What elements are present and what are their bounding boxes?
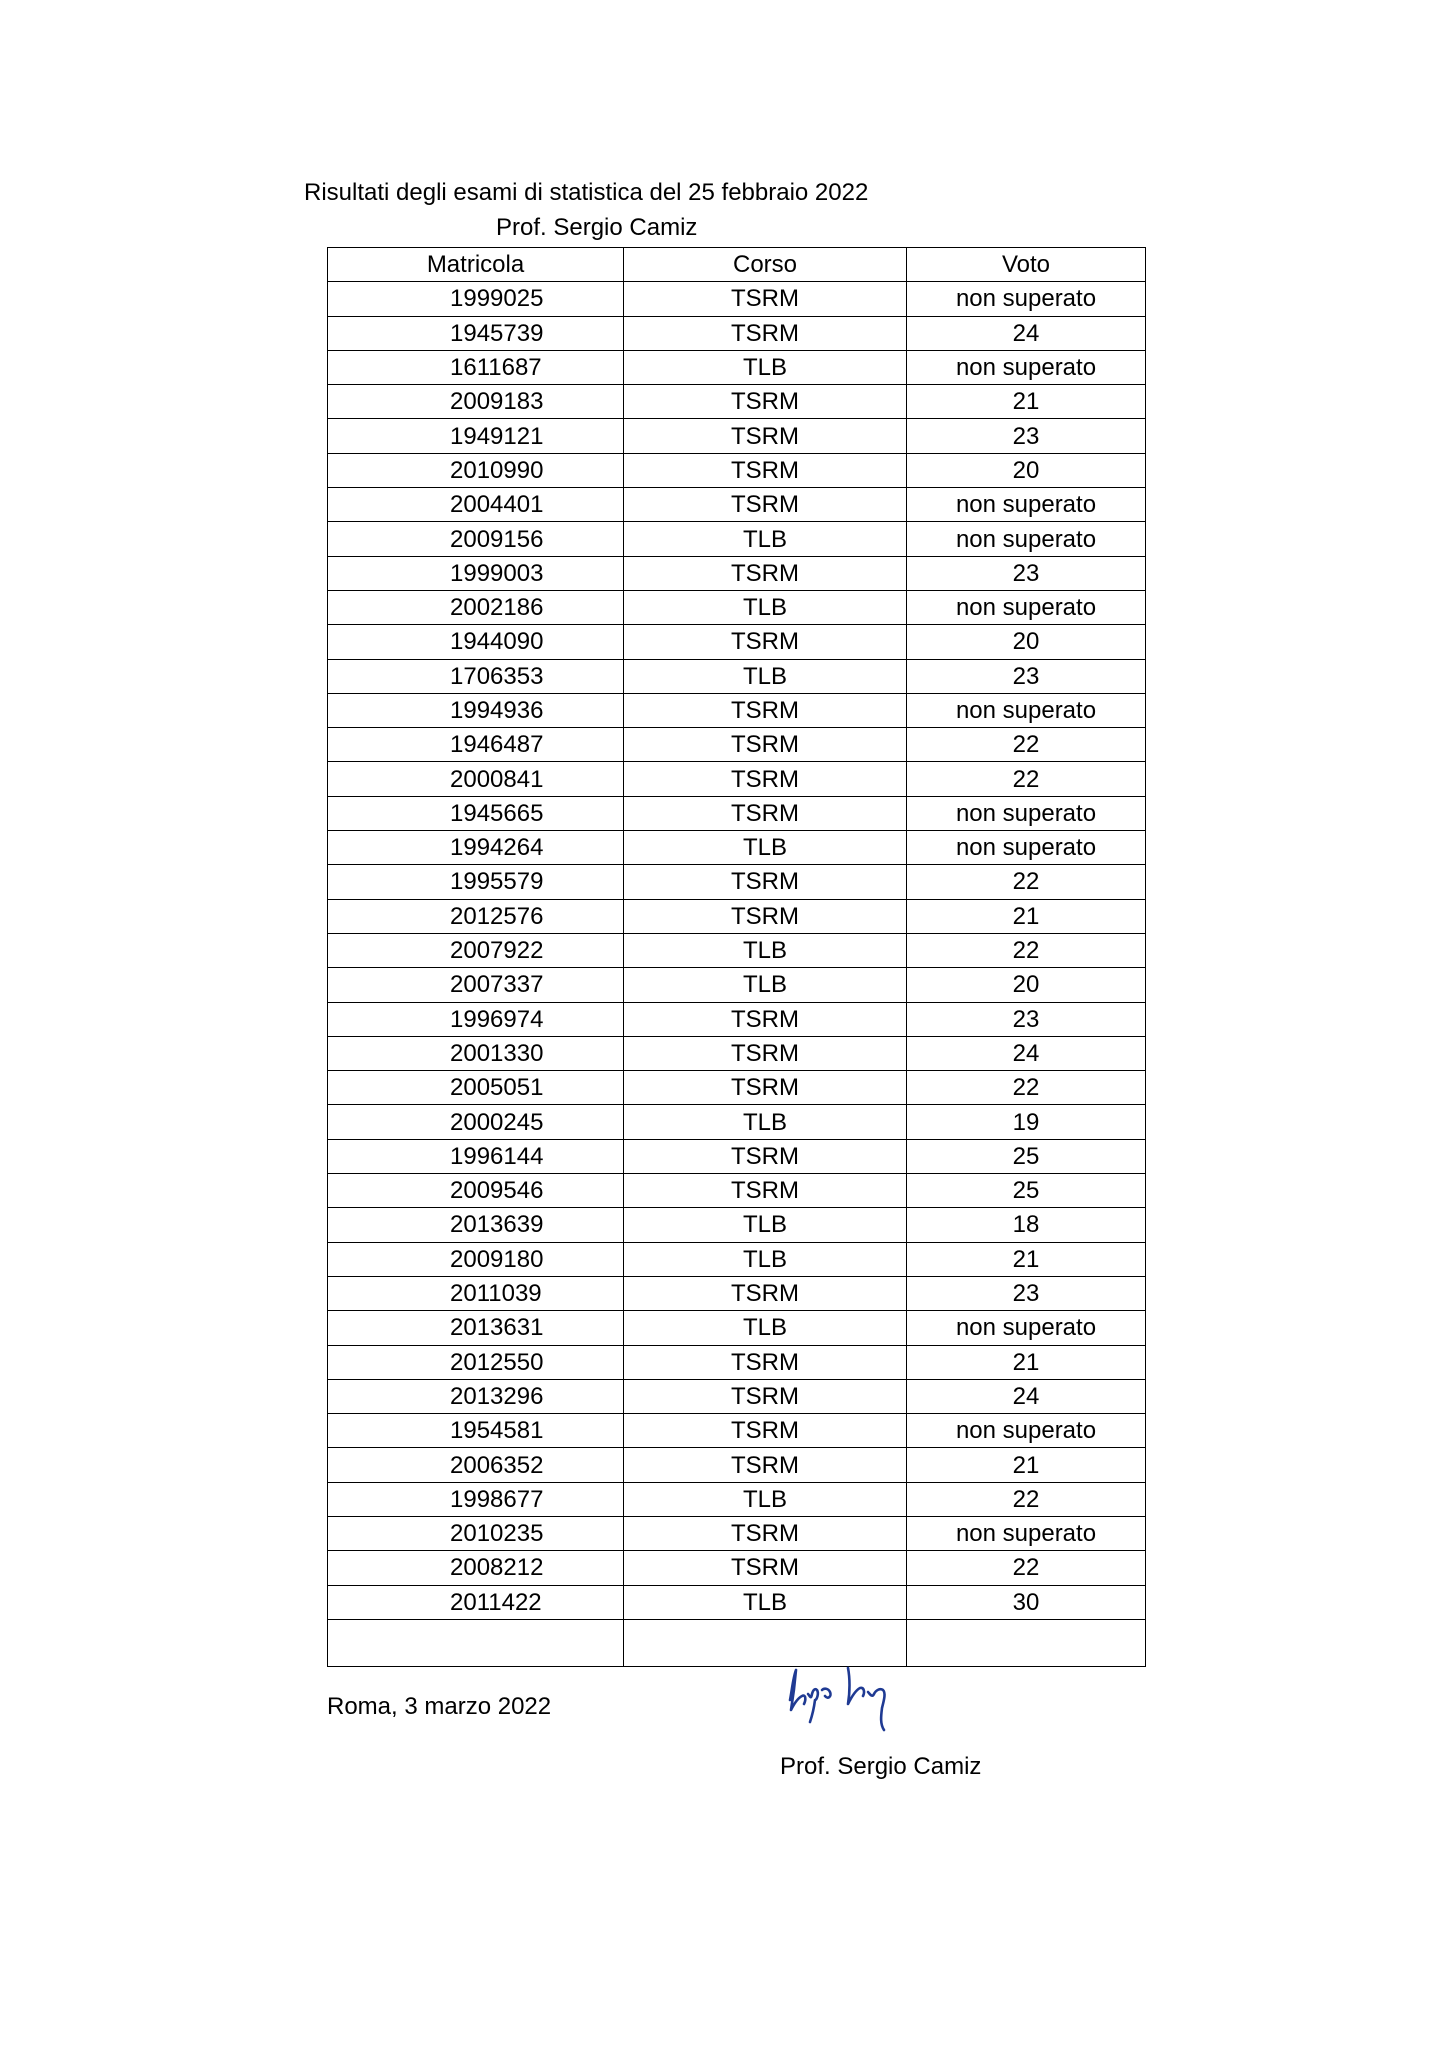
table-row — [328, 728, 1146, 762]
cell-corso: TLB — [624, 1105, 907, 1139]
table-row — [328, 1174, 1146, 1208]
cell-voto: 21 — [907, 1448, 1146, 1482]
table-row — [328, 1379, 1146, 1413]
cell-corso: TSRM — [624, 1071, 907, 1105]
table-row — [328, 282, 1146, 316]
table-row — [328, 831, 1146, 865]
table-row — [328, 522, 1146, 556]
table-row — [328, 1071, 1146, 1105]
cell-corso: TLB — [624, 1311, 907, 1345]
cell-voto: 23 — [907, 1276, 1146, 1310]
cell-voto: non superato — [907, 590, 1146, 624]
cell-matricola: 2002186 — [328, 590, 624, 624]
signature-stroke — [790, 1670, 831, 1722]
cell-voto: 19 — [907, 1105, 1146, 1139]
cell-voto: non superato — [907, 1516, 1146, 1550]
table-row — [328, 762, 1146, 796]
cell-matricola: 1949121 — [328, 419, 624, 453]
cell-voto: 24 — [907, 1379, 1146, 1413]
table-row — [328, 590, 1146, 624]
cell-corso: TLB — [624, 350, 907, 384]
cell-voto: 23 — [907, 556, 1146, 590]
cell-voto: 21 — [907, 385, 1146, 419]
table-row — [328, 1516, 1146, 1550]
table-row — [328, 488, 1146, 522]
cell-corso: TSRM — [624, 1516, 907, 1550]
cell-voto: 25 — [907, 1174, 1146, 1208]
cell-matricola: 1945665 — [328, 796, 624, 830]
table-row-empty — [328, 1619, 1146, 1666]
cell-voto: 21 — [907, 1345, 1146, 1379]
table-row — [328, 1002, 1146, 1036]
table-row — [328, 316, 1146, 350]
cell-voto: 20 — [907, 625, 1146, 659]
handwritten-signature — [784, 1660, 914, 1740]
cell-voto: non superato — [907, 522, 1146, 556]
cell-voto: 21 — [907, 1242, 1146, 1276]
table-row — [328, 659, 1146, 693]
cell-matricola: 2009180 — [328, 1242, 624, 1276]
table-row — [328, 1585, 1146, 1619]
cell-corso: TLB — [624, 1482, 907, 1516]
cell-voto: non superato — [907, 796, 1146, 830]
cell-corso: TSRM — [624, 1414, 907, 1448]
table-row — [328, 1414, 1146, 1448]
cell-voto: 22 — [907, 865, 1146, 899]
cell-corso: TSRM — [624, 1345, 907, 1379]
table-row — [328, 1448, 1146, 1482]
table-row — [328, 1482, 1146, 1516]
signer-name: Prof. Sergio Camiz — [780, 1753, 982, 1780]
cell-corso: TSRM — [624, 385, 907, 419]
cell-matricola: 1954581 — [328, 1414, 624, 1448]
table-row — [328, 865, 1146, 899]
cell-voto: non superato — [907, 488, 1146, 522]
cell-corso: TSRM — [624, 728, 907, 762]
cell-corso: TSRM — [624, 1002, 907, 1036]
cell-corso: TSRM — [624, 453, 907, 487]
cell-corso: TSRM — [624, 762, 907, 796]
cell-matricola: 2013296 — [328, 1379, 624, 1413]
cell-corso: TSRM — [624, 1174, 907, 1208]
cell-voto: 22 — [907, 933, 1146, 967]
cell-matricola: 1611687 — [328, 350, 624, 384]
cell-corso: TSRM — [624, 796, 907, 830]
table-row — [328, 385, 1146, 419]
cell-voto: non superato — [907, 350, 1146, 384]
cell-matricola: 2009156 — [328, 522, 624, 556]
empty-cell — [907, 1619, 1146, 1666]
cell-matricola: 1706353 — [328, 659, 624, 693]
cell-matricola: 1994936 — [328, 693, 624, 727]
cell-matricola: 2000841 — [328, 762, 624, 796]
cell-matricola: 1945739 — [328, 316, 624, 350]
column-header-corso: Corso — [624, 248, 907, 282]
cell-matricola: 1998677 — [328, 1482, 624, 1516]
cell-corso: TLB — [624, 1242, 907, 1276]
table-row — [328, 453, 1146, 487]
table-row — [328, 1139, 1146, 1173]
table-row — [328, 1208, 1146, 1242]
cell-voto: 22 — [907, 1482, 1146, 1516]
results-table-body — [328, 282, 1146, 1667]
cell-matricola: 2001330 — [328, 1036, 624, 1070]
cell-voto: 23 — [907, 1002, 1146, 1036]
document-subtitle: Prof. Sergio Camiz — [496, 214, 698, 241]
column-header-voto: Voto — [907, 248, 1146, 282]
cell-voto: 23 — [907, 419, 1146, 453]
cell-corso: TSRM — [624, 1139, 907, 1173]
cell-corso: TSRM — [624, 1448, 907, 1482]
cell-voto: 20 — [907, 968, 1146, 1002]
cell-matricola: 1995579 — [328, 865, 624, 899]
cell-corso: TSRM — [624, 1276, 907, 1310]
cell-matricola: 2012550 — [328, 1345, 624, 1379]
table-row — [328, 1345, 1146, 1379]
cell-corso: TLB — [624, 1585, 907, 1619]
cell-matricola: 2007337 — [328, 968, 624, 1002]
cell-matricola: 2011422 — [328, 1585, 624, 1619]
cell-voto: non superato — [907, 1311, 1146, 1345]
table-row — [328, 1311, 1146, 1345]
table-row — [328, 1105, 1146, 1139]
cell-voto: 21 — [907, 899, 1146, 933]
cell-matricola: 1996144 — [328, 1139, 624, 1173]
cell-corso: TSRM — [624, 282, 907, 316]
results-table — [327, 247, 1146, 1667]
cell-voto: 22 — [907, 1551, 1146, 1585]
cell-corso: TSRM — [624, 625, 907, 659]
cell-corso: TSRM — [624, 419, 907, 453]
cell-matricola: 2007922 — [328, 933, 624, 967]
cell-matricola: 1999025 — [328, 282, 624, 316]
cell-voto: non superato — [907, 282, 1146, 316]
cell-corso: TLB — [624, 659, 907, 693]
cell-corso: TSRM — [624, 316, 907, 350]
cell-voto: 25 — [907, 1139, 1146, 1173]
table-row — [328, 933, 1146, 967]
cell-corso: TLB — [624, 968, 907, 1002]
place-date: Roma, 3 marzo 2022 — [327, 1693, 552, 1720]
cell-matricola: 1946487 — [328, 728, 624, 762]
results-table-header — [328, 248, 1146, 282]
cell-corso: TSRM — [624, 1551, 907, 1585]
cell-corso: TLB — [624, 831, 907, 865]
cell-voto: 20 — [907, 453, 1146, 487]
table-row — [328, 796, 1146, 830]
cell-voto: non superato — [907, 693, 1146, 727]
table-row — [328, 1036, 1146, 1070]
cell-corso: TSRM — [624, 556, 907, 590]
table-row — [328, 899, 1146, 933]
cell-corso: TSRM — [624, 488, 907, 522]
cell-corso: TLB — [624, 590, 907, 624]
cell-voto: 24 — [907, 316, 1146, 350]
cell-matricola: 1999003 — [328, 556, 624, 590]
table-row — [328, 968, 1146, 1002]
cell-voto: 22 — [907, 728, 1146, 762]
table-row — [328, 1242, 1146, 1276]
cell-corso: TSRM — [624, 1036, 907, 1070]
empty-cell — [328, 1619, 624, 1666]
column-header-matricola: Matricola — [328, 248, 624, 282]
cell-matricola: 2006352 — [328, 1448, 624, 1482]
cell-corso: TSRM — [624, 865, 907, 899]
signature-stroke — [848, 1668, 885, 1730]
cell-corso: TSRM — [624, 899, 907, 933]
cell-matricola: 2013631 — [328, 1311, 624, 1345]
cell-matricola: 2012576 — [328, 899, 624, 933]
cell-matricola: 2011039 — [328, 1276, 624, 1310]
cell-matricola: 2013639 — [328, 1208, 624, 1242]
header-row — [328, 248, 1146, 282]
table-row — [328, 556, 1146, 590]
cell-matricola: 2004401 — [328, 488, 624, 522]
cell-voto: 18 — [907, 1208, 1146, 1242]
cell-matricola: 1994264 — [328, 831, 624, 865]
cell-matricola: 1996974 — [328, 1002, 624, 1036]
table-row — [328, 1276, 1146, 1310]
cell-matricola: 2010990 — [328, 453, 624, 487]
cell-voto: 23 — [907, 659, 1146, 693]
table-row — [328, 350, 1146, 384]
cell-voto: 22 — [907, 762, 1146, 796]
cell-voto: 22 — [907, 1071, 1146, 1105]
cell-voto: 30 — [907, 1585, 1146, 1619]
cell-matricola: 2009546 — [328, 1174, 624, 1208]
table-row — [328, 419, 1146, 453]
cell-corso: TSRM — [624, 693, 907, 727]
table-row — [328, 1551, 1146, 1585]
cell-matricola: 2010235 — [328, 1516, 624, 1550]
cell-corso: TLB — [624, 933, 907, 967]
cell-matricola: 2000245 — [328, 1105, 624, 1139]
cell-corso: TSRM — [624, 1379, 907, 1413]
cell-voto: non superato — [907, 1414, 1146, 1448]
cell-matricola: 2008212 — [328, 1551, 624, 1585]
table-row — [328, 693, 1146, 727]
cell-matricola: 2009183 — [328, 385, 624, 419]
cell-voto: non superato — [907, 831, 1146, 865]
cell-corso: TLB — [624, 522, 907, 556]
cell-matricola: 2005051 — [328, 1071, 624, 1105]
table-row — [328, 625, 1146, 659]
cell-corso: TLB — [624, 1208, 907, 1242]
cell-matricola: 1944090 — [328, 625, 624, 659]
cell-voto: 24 — [907, 1036, 1146, 1070]
document-title: Risultati degli esami di statistica del 25 febbraio 2022 — [304, 179, 869, 206]
